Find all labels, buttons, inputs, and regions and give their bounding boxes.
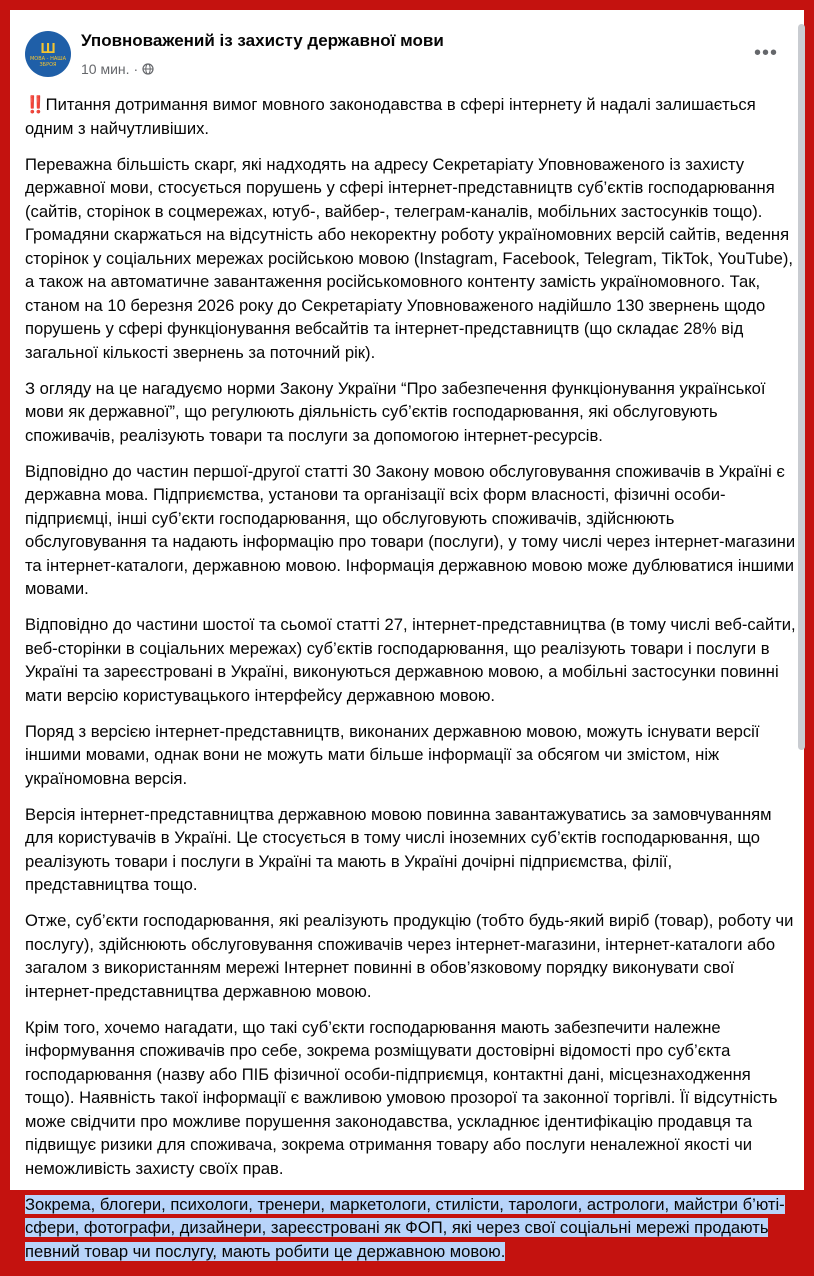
post-paragraph: Крім того, хочемо нагадати, що такі суб’єкти господарювання мають забезпечити належне інформування споживачів про себе, зокрема розміщувати достовірні відомості про суб’єкта господарювання (назву або ПІБ фізичної особи-підприємця, контактні дані, місцезнаходження тощо). Наявність такої інформації є важливою умовою прозорої та законної торгівлі. Її відсутність може свідчити про можливе порушення законодавства, ускладнює ідентифікацію продавця та підвищує ризики для споживача, зокрема отримання товару або послуги неналежної якості чи неможливість захисту своїх прав. <box>25 1017 778 1178</box>
more-options-icon[interactable]: ••• <box>754 42 779 64</box>
selected-text: Зокрема, блогери, психологи, тренери, маркетологи, стилісти, тарологи, астрологи, майстри б’юті-сфери, фотографи, дизайнери, зареєстровані як ФОП, які через свої соціальні мережі продають певний товар чи послугу, мають робити це державною мовою. <box>25 1194 785 1261</box>
page-name[interactable]: Уповноважений із захисту державної мови <box>81 31 444 50</box>
meta-separator: · <box>133 61 139 77</box>
post-paragraph: Відповідно до частин першої-другої статті 30 Закону мовою обслуговування споживачів в Україні є державна мова. Підприємства, установи та організації всіх форм власності, фізичні особи-підприємці, інші суб’єкти господарювання, що обслуговують споживачів, здійснюють обслуговування та надають інформацію про товари (послуги), у тому числі через інтернет-магазини та інтернет-каталоги, державною мовою. Інформація державною мовою може дублюватися іншими мовами. <box>25 461 796 598</box>
post-time[interactable]: 10 мин. <box>81 61 130 77</box>
globe-icon <box>142 63 154 75</box>
post-paragraph: Версія інтернет-представництва державною мовою повинна завантажуватись за замовчуванням для користувачів в Україні. Це стосується в тому числі іноземних суб’єктів господарювання, що реалізують товари і послуги в Україні та мають в Україні дочірні підприємства, філії, представництва тощо. <box>25 804 772 894</box>
post-paragraph: Поряд з версією інтернет-представництв, виконаних державною мовою, можуть існувати версії іншими мовами, однак вони не можуть мати більше інформації за обсягом чи змістом, ніж україномовна версія. <box>25 721 760 788</box>
post-paragraph: З огляду на це нагадуємо норми Закону України “Про забезпечення функціонування української мови як державної”, що регулюють діяльність суб’єктів господарювання, які обслуговують споживачів, реалізують товари та послуги за допомогою інтернет-ресурсів. <box>25 378 766 445</box>
avatar[interactable] <box>25 31 71 77</box>
post-paragraph: Відповідно до частини шостої та сьомої статті 27, інтернет-представництва (в тому числі веб-сайти, веб-сторінки в соціальних мережах) суб’єктів господарювання, що реалізують товари і послуги в Україні та зареєстровані в Україні, виконуються державною мовою, а мобільні застосунки повинні мати версію користувацького інтерфейсу державною мовою. <box>25 615 796 705</box>
post-meta <box>81 61 154 77</box>
highlighted-paragraph <box>25 1193 797 1264</box>
avatar-text: МОВА - НАША ЗБРОЯ <box>29 55 67 68</box>
post-paragraph: Переважна більшість скарг, які надходять на адресу Секретаріату Уповноваженого із захисту державної мови, стосується порушень у сфері інтернет-представництв суб’єктів господарювання (сайтів, сторінок в соцмережах, ютуб-, вайбер-, телеграм-каналів, мобільних застосунків тощо). Громадяни скаржаться на відсутність або некоректну роботу україномовних версій сайтів, ведення сторінок у соціальних мережах російською мовою (Instagram, Facebook, Telegram, TikTok, YouTube), а також на автоматичне завантаження російськомовного контенту замість україномовного. Так, станом на 10 березня 2026 року до Секретаріату Уповноваженого надійшло 130 звернень щодо порушень у сфері функціонування вебсайтів та інтернет-представництв (що складає 28% від загальної кількості звернень за поточний рік). <box>25 154 793 362</box>
post-card <box>10 10 804 1261</box>
trident-icon: Ш <box>40 39 56 57</box>
paragraph-text: Питання дотримання вимог мовного законодавства в сфері інтернету й надалі залишається одним з найчутливіших. <box>25 95 756 138</box>
post-paragraph: Отже, суб’єкти господарювання, які реалізують продукцію (тобто будь-який виріб (товар), роботу чи послугу), здійснюють обслуговування споживачів через інтернет-магазини, інтернет-каталоги або загалом з використанням мережі Інтернет повинні в обов’язковому порядку виконувати свої інтернет-представництва державною мовою. <box>25 911 794 1001</box>
post-paragraph <box>25 93 797 140</box>
double-exclamation-icon: ‼️ <box>25 95 46 114</box>
scrollbar[interactable] <box>798 24 805 750</box>
post-text <box>25 93 797 1276</box>
